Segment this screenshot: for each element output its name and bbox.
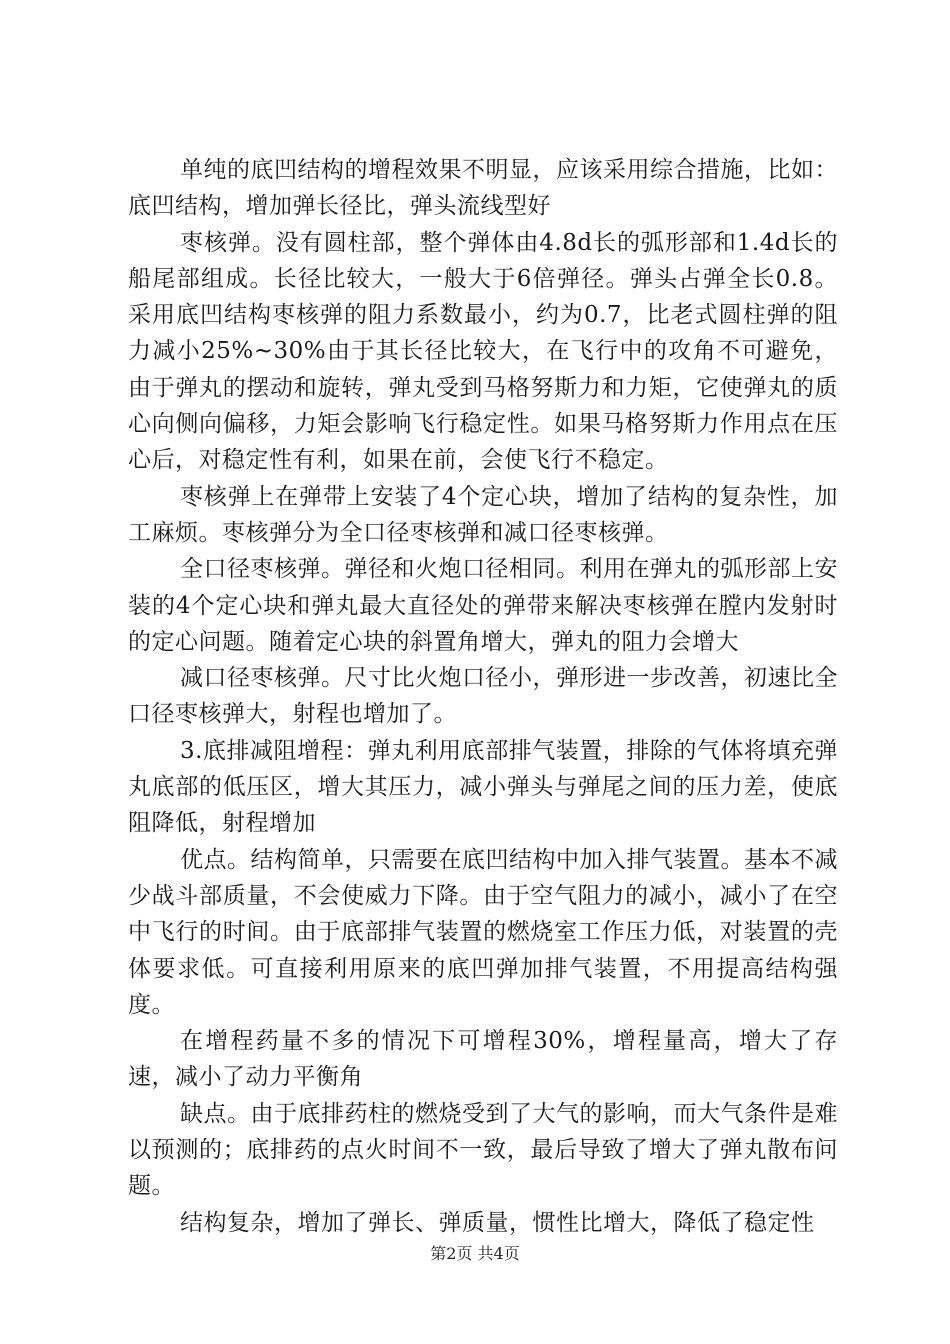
paragraph: 全口径枣核弹。弹径和火炮口径相同。利用在弹丸的弧形部上安装的4个定心块和弹丸最大直径处的弹带来解决枣核弹在膛内发射时的定心问题。随着定心块的斜置角增大，弹丸的阻力会增大 bbox=[128, 556, 838, 655]
paragraph: 在增程药量不多的情况下可增程30%，增程量高，增大了存速，减小了动力平衡角 bbox=[128, 1028, 838, 1091]
paragraph: 单纯的底凹结构的增程效果不明显，应该采用综合措施，比如：底凹结构，增加弹长径比，弹头流线型好 bbox=[128, 157, 838, 220]
page-number-footer: 第2页 共4页 bbox=[430, 1244, 520, 1263]
document-body bbox=[128, 152, 838, 1241]
paragraph: 优点。结构简单，只需要在底凹结构中加入排气装置。基本不减少战斗部质量，不会使威力下降。由于空气阻力的减小，减小了在空中飞行的时间。由于底部排气装置的燃烧室工作压力低，对装置的壳体要求低。可直接利用原来的底凹弹加排气装置，不用提高结构强度。 bbox=[128, 846, 838, 1018]
paragraph: 枣核弹上在弹带上安装了4个定心块，增加了结构的复杂性，加工麻烦。枣核弹分为全口径枣核弹和减口径枣核弹。 bbox=[128, 483, 838, 546]
paragraph: 3.底排减阻增程：弹丸利用底部排气装置，排除的气体将填充弹丸底部的低压区，增大其压力，减小弹头与弹尾之间的压力差，使底阻降低，射程增加 bbox=[128, 737, 838, 837]
paragraph: 减口径枣核弹。尺寸比火炮口径小，弹形进一步改善，初速比全口径枣核弹大，射程也增加了。 bbox=[128, 665, 838, 728]
paragraph: 枣核弹。没有圆柱部，整个弹体由4.8d长的弧形部和1.4d长的船尾部组成。长径比较大，一般大于6倍弹径。弹头占弹全长0.8。采用底凹结构枣核弹的阻力系数最小，约为0.7，比老式圆柱弹的阻力减小25%~30%由于其长径比较大，在飞行中的攻角不可避免，由于弹丸的摆动和旋转，弹丸受到马格努斯力和力矩，它使弹丸的质心向侧向偏移，力矩会影响飞行稳定性。如果马格努斯力作用点在压心后，对稳定性有利，如果在前，会使飞行不稳定。 bbox=[128, 229, 838, 474]
paragraph: 结构复杂，增加了弹长、弹质量，惯性比增大，降低了稳定性 bbox=[180, 1209, 815, 1236]
paragraph: 缺点。由于底排药柱的燃烧受到了大气的影响，而大气条件是难以预测的；底排药的点火时间不一致，最后导致了增大了弹丸散布问题。 bbox=[128, 1100, 838, 1200]
